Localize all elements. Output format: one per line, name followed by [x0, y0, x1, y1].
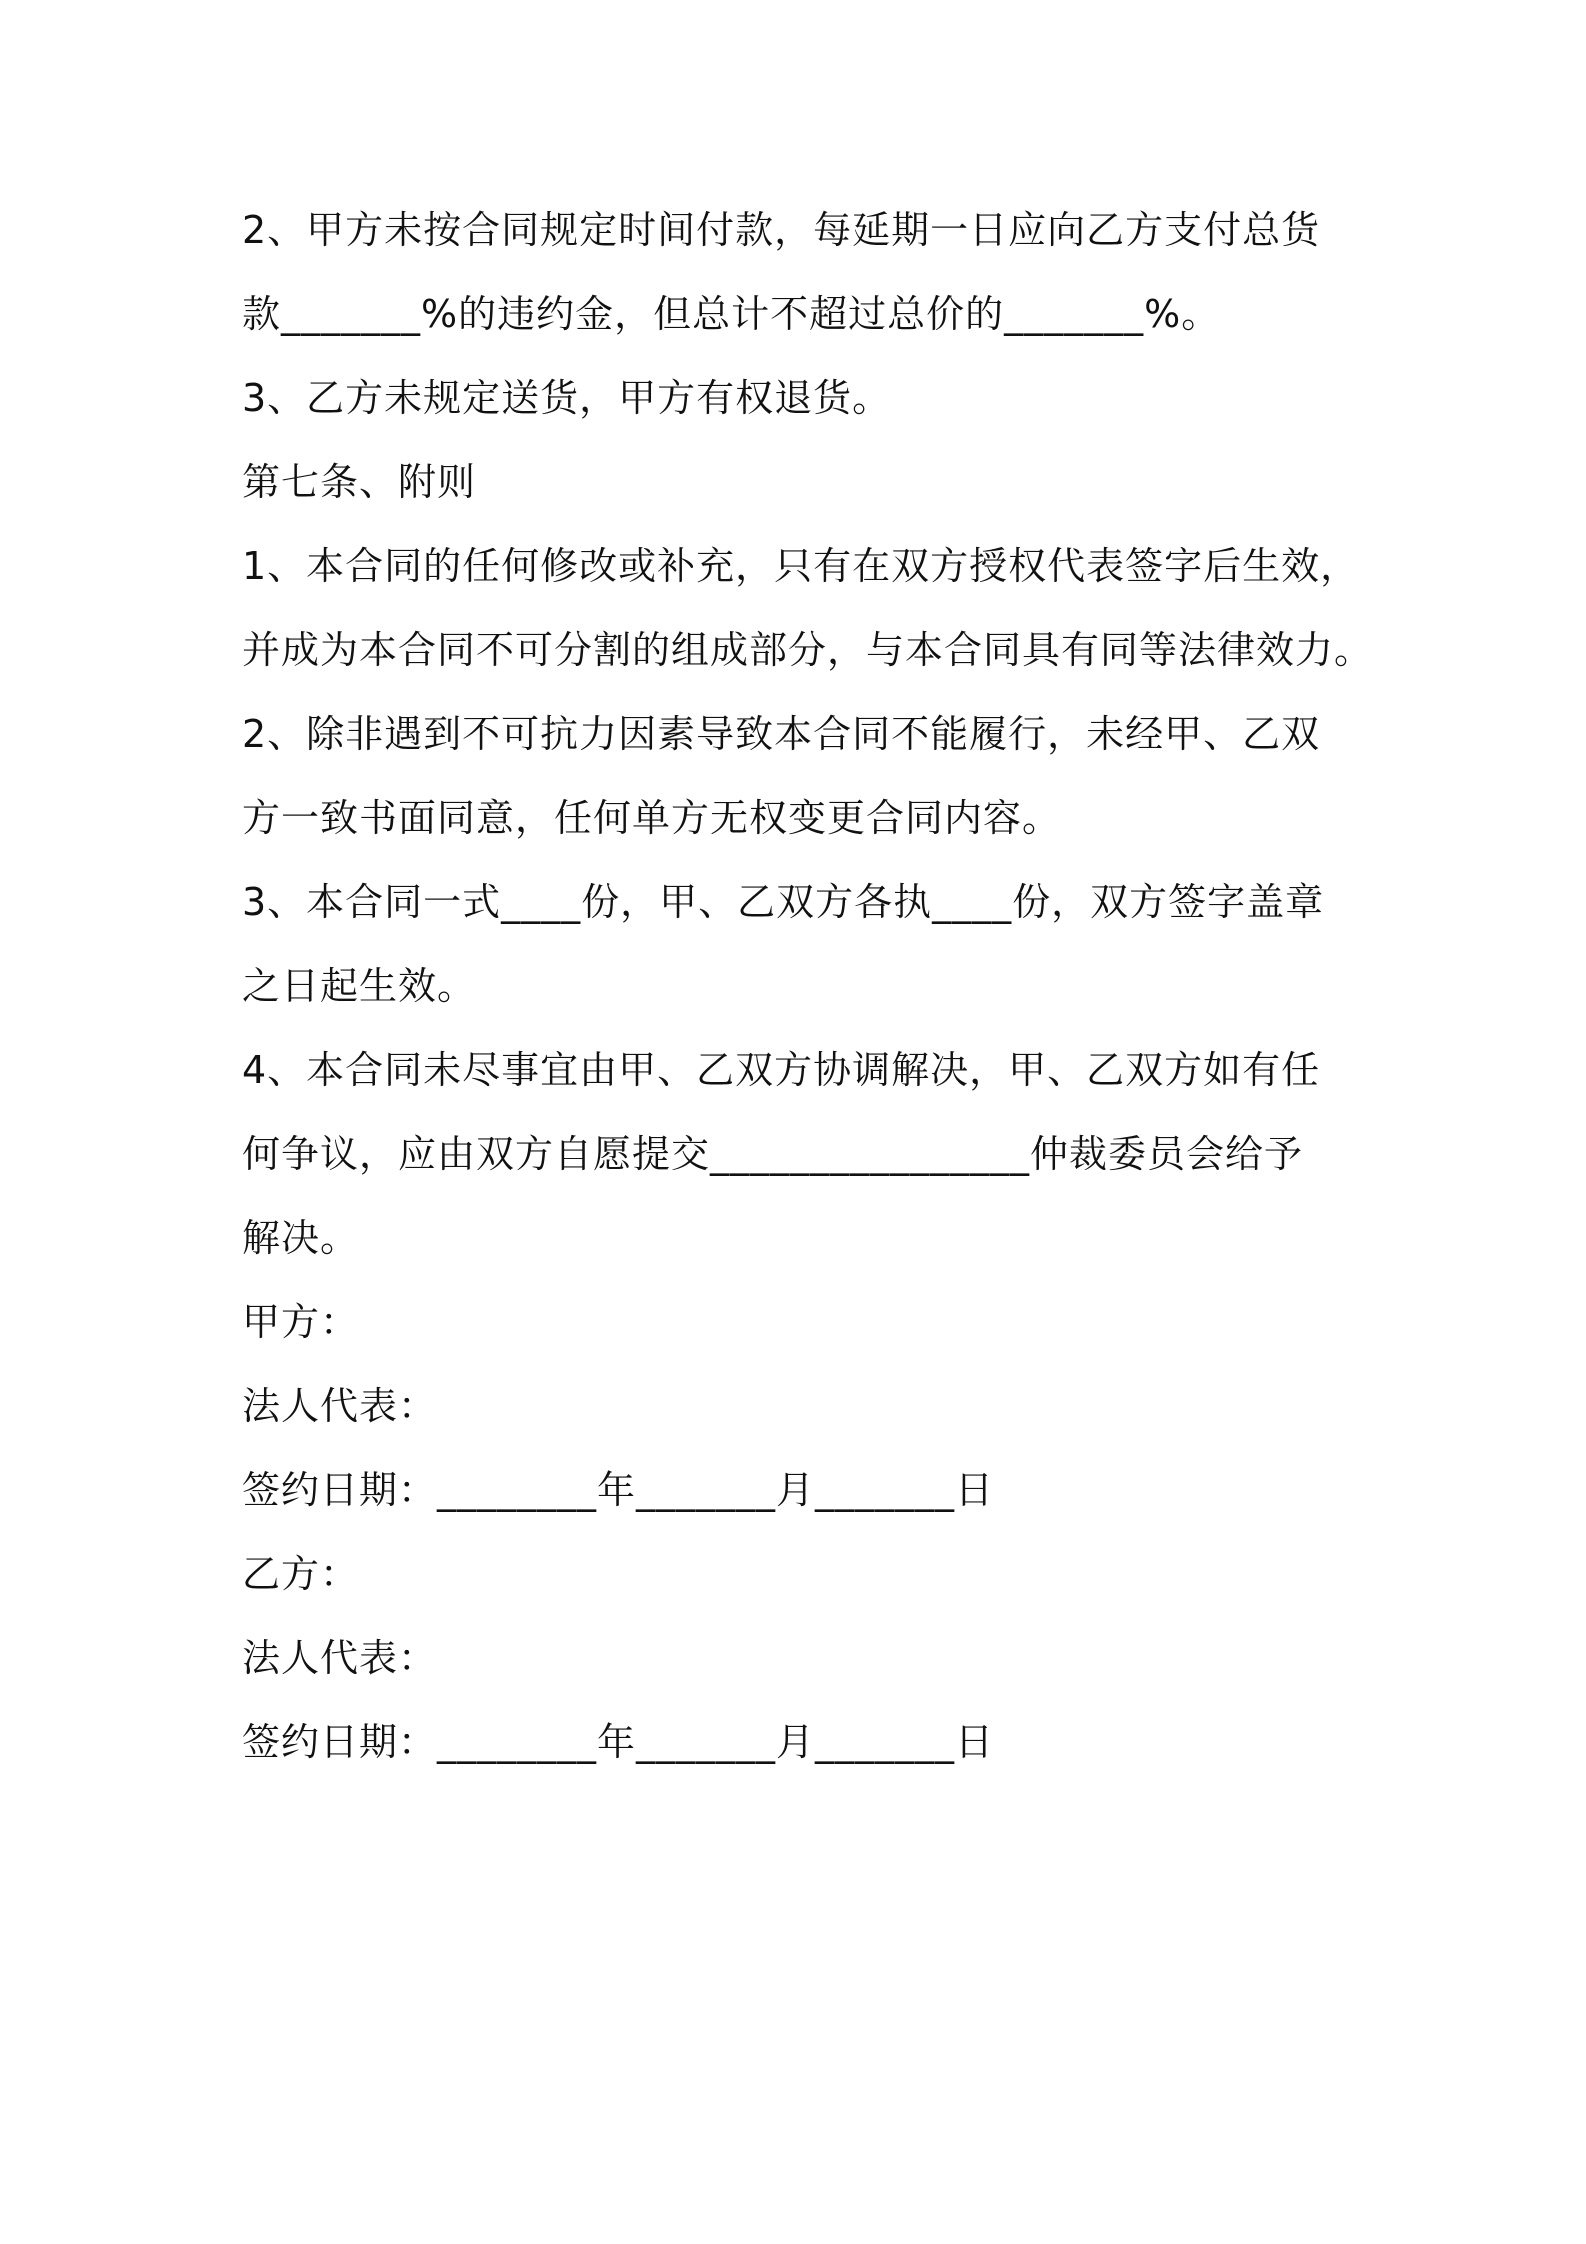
party-b-label: 乙方：: [242, 1552, 360, 1596]
article-7-item-2-line-1: 2、除非遇到不可抗力因素导致本合同不能履行，未经甲、乙双: [242, 712, 1321, 756]
article-7-item-2-line-2: 方一致书面同意，任何单方无权变更合同内容。: [242, 796, 1062, 840]
article-7-item-1-line-2: 并成为本合同不可分割的组成部分，与本合同具有同等法律效力。: [242, 628, 1374, 672]
article-7-item-4-line-3: 解决。: [242, 1216, 360, 1260]
clause-6-item-3: 3、乙方未规定送货，甲方有权退货。: [242, 376, 892, 420]
article-7-item-3-line-2: 之日起生效。: [242, 964, 477, 1008]
article-7-item-3-line-1: 3、本合同一式____份，甲、乙双方各执____份，双方签字盖章: [242, 880, 1325, 924]
party-a-legal-rep: 法人代表：: [242, 1384, 438, 1428]
article-7-item-4-line-1: 4、本合同未尽事宜由甲、乙双方协调解决，甲、乙双方如有任: [242, 1048, 1321, 1092]
article-7-heading: 第七条、附则: [242, 460, 477, 504]
party-a-sign-date: 签约日期：________年_______月_______日: [242, 1468, 995, 1512]
article-7-item-1-line-1: 1、本合同的任何修改或补充，只有在双方授权代表签字后生效，: [242, 544, 1360, 588]
party-b-sign-date: 签约日期：________年_______月_______日: [242, 1720, 995, 1764]
clause-6-item-2-line-1: 2、甲方未按合同规定时间付款，每延期一日应向乙方支付总货: [242, 208, 1321, 252]
party-a-label: 甲方：: [242, 1300, 360, 1344]
party-b-legal-rep: 法人代表：: [242, 1636, 438, 1680]
article-7-item-4-line-2: 何争议，应由双方自愿提交________________仲裁委员会给予: [242, 1132, 1304, 1176]
clause-6-item-2-line-2: 款_______%的违约金，但总计不超过总价的_______%。: [242, 292, 1221, 336]
